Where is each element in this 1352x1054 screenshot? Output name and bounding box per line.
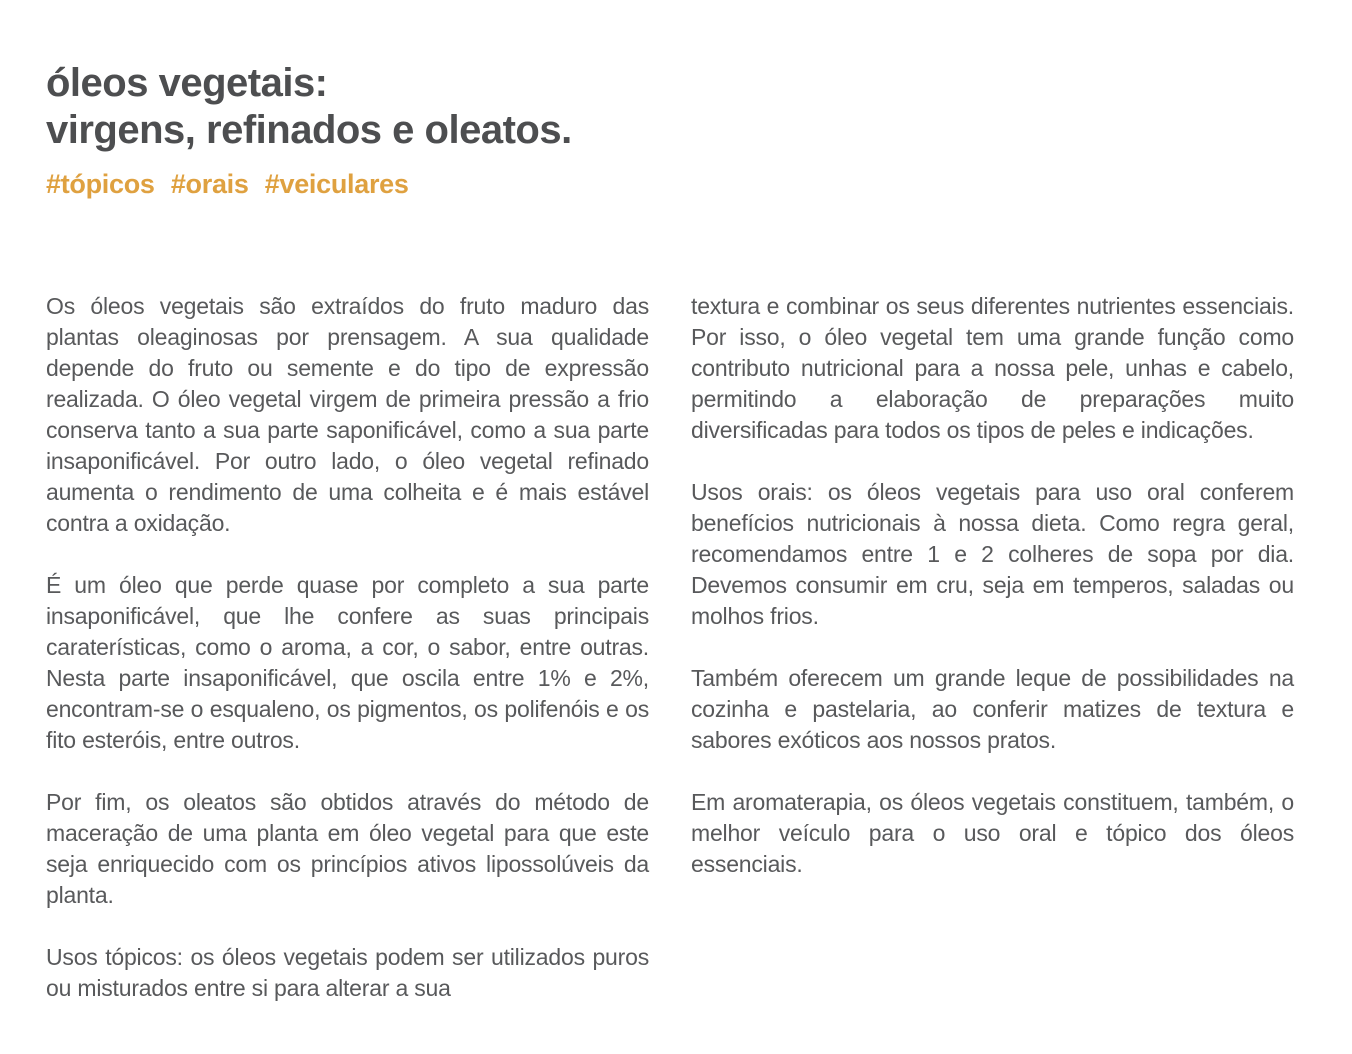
paragraph-usos-topicos: Usos tópicos: os óleos vegetais podem ser utilizados puros ou misturados entre si para alterar a sua: [46, 944, 649, 1001]
paragraph-usos-topicos-continued: textura e combinar os seus diferentes nutrientes essenciais. Por isso, o óleo vegetal tem uma grande função como contributo nutricional para a nossa pele, unhas e cabelo, permitindo a elaboração de preparações muito diversificadas para todos os tipos de peles e indicações.: [691, 293, 1294, 443]
paragraph-cozinha: Também oferecem um grande leque de possibilidades na cozinha e pastelaria, ao conferir matizes de textura e sabores exóticos aos nossos pratos.: [691, 665, 1294, 753]
hashtag-topicos: #tópicos: [46, 169, 155, 199]
paragraph-usos-orais: Usos orais: os óleos vegetais para uso oral conferem benefícios nutricionais à nossa dieta. Como regra geral, recomendamos entre 1 e 2 colheres de sopa por dia. Devemos consumir em cru, seja em temperos, saladas ou molhos frios.: [691, 479, 1294, 629]
hashtag-orais: #orais: [170, 169, 249, 199]
title-line-2: virgens, refinados e oleatos.: [46, 108, 572, 152]
title-line-1: óleos vegetais:: [46, 61, 328, 105]
paragraph-insaponifiable: É um óleo que perde quase por completo a sua parte insaponificável, que lhe confere as suas principais caraterísticas, como o aroma, a cor, o sabor, entre outras. Nesta parte insaponificável, que oscila entre 1% e 2%, encontram-se o esqualeno, os pigmentos, os polifenóis e os fito esteróis, entre outros.: [46, 572, 649, 753]
body-columns: [46, 291, 1295, 1004]
left-column: [46, 291, 649, 1004]
page-title: [46, 60, 1297, 154]
header: [46, 60, 1297, 199]
right-column: [691, 291, 1294, 1004]
paragraph-intro-oils: Os óleos vegetais são extraídos do fruto maduro das plantas oleaginosas por prensagem. A sua qualidade depende do fruto ou semente e do tipo de expressão realizada. O óleo vegetal virgem de primeira pressão a frio conserva tanto a sua parte saponificável, como a sua parte insaponificável. Por outro lado, o óleo vegetal refinado aumenta o rendimento de uma colheita e é mais estável contra a oxidação.: [46, 293, 649, 536]
paragraph-oleatos: Por fim, os oleatos são obtidos através do método de maceração de uma planta em óleo vegetal para que este seja enriquecido com os princípios ativos lipossolúveis da planta.: [46, 789, 649, 908]
paragraph-aromaterapia: Em aromaterapia, os óleos vegetais constituem, também, o melhor veículo para o uso oral e tópico dos óleos essenciais.: [691, 789, 1294, 877]
hashtag-row: [46, 169, 1297, 199]
hashtag-veiculares: #veiculares: [264, 169, 409, 199]
